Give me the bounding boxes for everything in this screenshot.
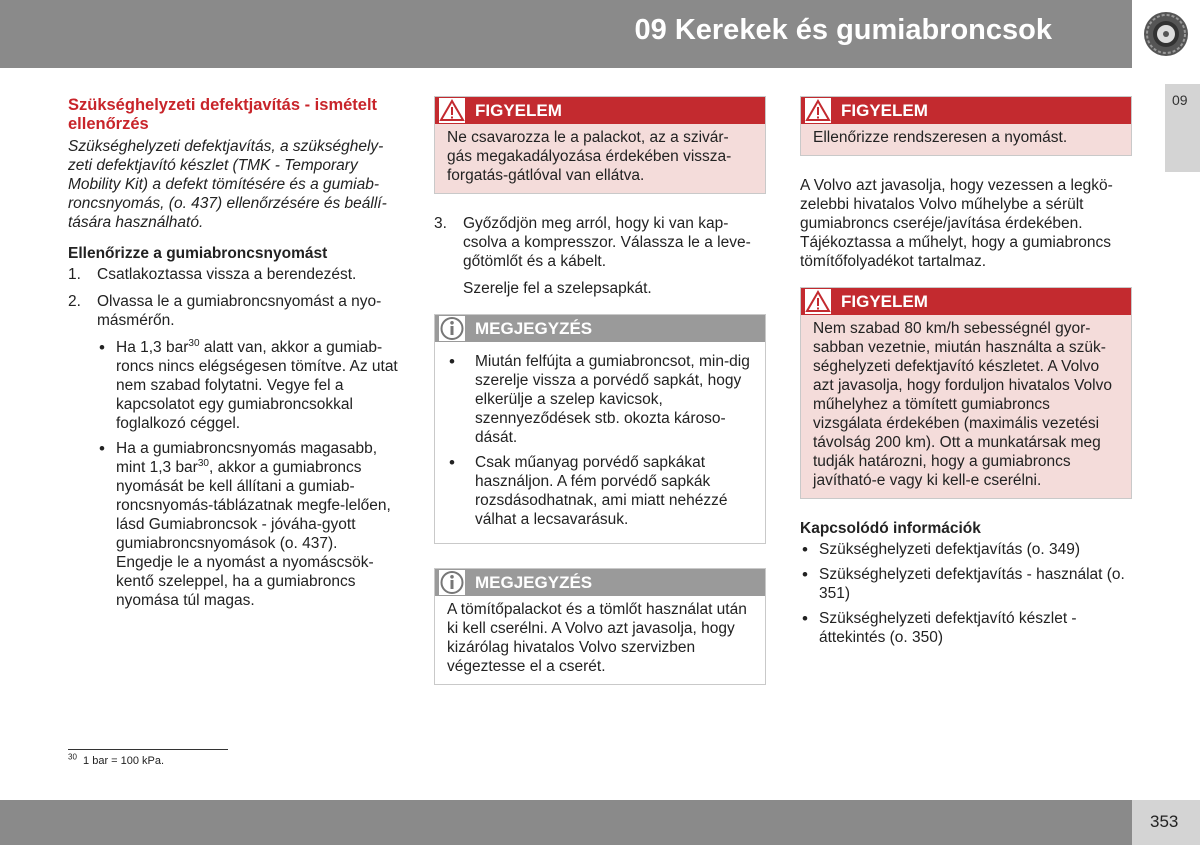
step-number: 1. <box>68 266 81 283</box>
warning-header <box>801 97 1131 124</box>
warning-triangle-icon <box>439 98 465 123</box>
step-text: Olvassa le a gumiabroncsnyomást a nyo-másmérőn. <box>97 293 382 329</box>
column-middle <box>434 96 766 705</box>
bullet-text: , akkor a gumiabroncs nyomását be kell állítani a gumiab-roncsnyomás-táblázatnak megfe-lelően, lásd Gumiabroncsok - jóváha-gyott gumiabroncsnyomások (o. 437). Engedje le a nyomást a nyomáscsök-kentő szeleppel, ha a gumiabroncs nyomása túl magas. <box>116 459 391 609</box>
warning-label: FIGYELEM <box>841 101 928 120</box>
related-link[interactable]: • Szükséghelyzeti defektjavítás - használat (o. 351) <box>800 565 1132 603</box>
related-link[interactable]: • Szükséghelyzeti defektjavítás (o. 349) <box>800 540 1132 559</box>
warning-triangle-icon <box>805 289 831 314</box>
related-link[interactable]: • Szükséghelyzeti defektjavító készlet - áttekintés (o. 350) <box>800 609 1132 647</box>
warning-header <box>801 288 1131 315</box>
steps-list <box>68 265 398 610</box>
warning-label: FIGYELEM <box>475 101 562 120</box>
warning-label: FIGYELEM <box>841 292 928 311</box>
related-links <box>800 540 1132 647</box>
pressure-bullets <box>97 338 398 610</box>
warning-body <box>435 124 765 193</box>
step-item <box>68 265 398 284</box>
warning-body <box>801 124 1131 155</box>
section-title: Szükséghelyzeti defektjavítás - ismételt ellenőrzés <box>68 96 378 133</box>
subheading-check-pressure: Ellenőrizze a gumiabroncsnyomást <box>68 245 328 262</box>
warning-header <box>435 97 765 124</box>
note-box <box>434 568 766 685</box>
footnote-divider <box>68 749 228 750</box>
step-item <box>434 214 766 298</box>
footnote-ref[interactable]: 30 <box>197 457 209 469</box>
footnote <box>68 752 165 767</box>
step-text: Győződjön meg arról, hogy ki van kap-csolva a kompresszor. Válassza le a leve-gőtömlőt és a kábelt. <box>463 215 751 270</box>
bullet-item <box>97 338 398 433</box>
page-number-box <box>1132 800 1200 845</box>
page-number: 353 <box>1150 812 1179 831</box>
footer-bar <box>0 800 1132 845</box>
note-body <box>435 342 765 543</box>
step-item <box>68 292 398 610</box>
step-text: Csatlakoztassa vissza a berendezést. <box>97 266 357 283</box>
chapter-title: 09 Kerekek és gumiabroncsok <box>634 14 1052 46</box>
chapter-tab-label: 09 <box>1172 92 1188 108</box>
step-extra-text: Szerelje fel a szelepsapkát. <box>463 280 652 297</box>
warning-box <box>434 96 766 194</box>
info-icon <box>439 570 465 595</box>
column-right <box>800 96 1132 653</box>
bullet-text: alatt van, akkor a gumiab-roncs nincs elégségesen tömítve. Az utat nem szabad folytatni. Vegye fel a kapcsolatot egy gumiabroncsokkal foglalkozó céggel. <box>116 339 398 432</box>
warning-box <box>800 287 1132 499</box>
note-bullet-item: • Csak műanyag porvédő sapkákat használjon. A fém porvédő sapkák rozsdásodhatnak, ami miatt nehézzé válhat a lecsavarásuk. <box>447 453 753 529</box>
note-bullet-item: • Miután felfújta a gumiabroncsot, min-dig szerelje vissza a porvédő sapkát, hogy elkerülje a szelep kavicsok, szennyeződések stb. okozta károso-dását. <box>447 352 753 447</box>
warning-text: Ellenőrizze rendszeresen a nyomást. <box>813 129 1068 146</box>
header-bar <box>0 0 1132 68</box>
bullet-text: Ha a gumiabroncsnyomás magasabb, mint 1,3 bar <box>116 440 378 476</box>
bullet-item <box>97 439 398 610</box>
note-header <box>435 569 765 596</box>
chapter-icon-box <box>1132 0 1200 68</box>
note-text: A tömítőpalackot és a tömlőt használat után ki kell cserélni. A Volvo azt javasolja, hogy kizárólag hivatalos Volvo szervizben végeztesse el a cserét. <box>447 601 747 675</box>
footnote-number: 30 <box>68 752 77 762</box>
step-number: 3. <box>434 215 447 232</box>
intro-text: Szükséghelyzeti defektjavítás, a szükséghely-zeti defektjavító készlet (TMK - Temporary Mobility Kit) a defekt tömítésére és a gumiab-roncsnyomás, (o. 437) ellenőrzésére és beállí-tására használható. <box>68 138 387 231</box>
note-label: MEGJEGYZÉS <box>475 319 593 338</box>
footnote-ref[interactable]: 30 <box>188 337 200 349</box>
note-box <box>434 314 766 544</box>
body-paragraph: A Volvo azt javasolja, hogy vezessen a legkö-zelebbi hivatalos Volvo műhelybe a sérült gumiabroncs cseréje/javítása érdekében. Tájékoztassa a műhelyt, hogy a gumiabroncs tömítőfolyadékot tartalmaz. <box>800 177 1113 270</box>
step-number: 2. <box>68 293 81 310</box>
tire-icon <box>1142 10 1190 58</box>
note-label: MEGJEGYZÉS <box>475 573 593 592</box>
note-bullets <box>447 352 753 529</box>
footnote-text: 1 bar = 100 kPa. <box>83 755 165 767</box>
info-icon <box>439 316 465 341</box>
warning-triangle-icon <box>805 98 831 123</box>
warning-text: Ne csavarozza le a palackot, az a szivár-gás megakadályozása érdekében vissza-forgatás-gátlóval van ellátva. <box>447 129 732 184</box>
column-left <box>68 96 398 618</box>
bullet-text: Ha 1,3 bar <box>116 339 189 356</box>
warning-body <box>801 315 1131 498</box>
warning-text: Nem szabad 80 km/h sebességnél gyor-sabban vezetnie, miután használta a szük-séghelyzeti defektjavító készletet. A Volvo azt javasolja, hogy forduljon hivatalos Volvo műhelyhez a tömített gumiabroncs vizsgálata érdekében (maximális vezetési távolság 200 km). Ott a munkatársak meg tudják határozni, hogy a gumiabroncs javítható-e vagy ki kell-e cserélni. <box>813 320 1112 489</box>
warning-box <box>800 96 1132 156</box>
note-body <box>435 596 765 684</box>
chapter-side-tab <box>1165 84 1200 172</box>
note-header <box>435 315 765 342</box>
related-info-heading: Kapcsolódó információk <box>800 520 981 537</box>
